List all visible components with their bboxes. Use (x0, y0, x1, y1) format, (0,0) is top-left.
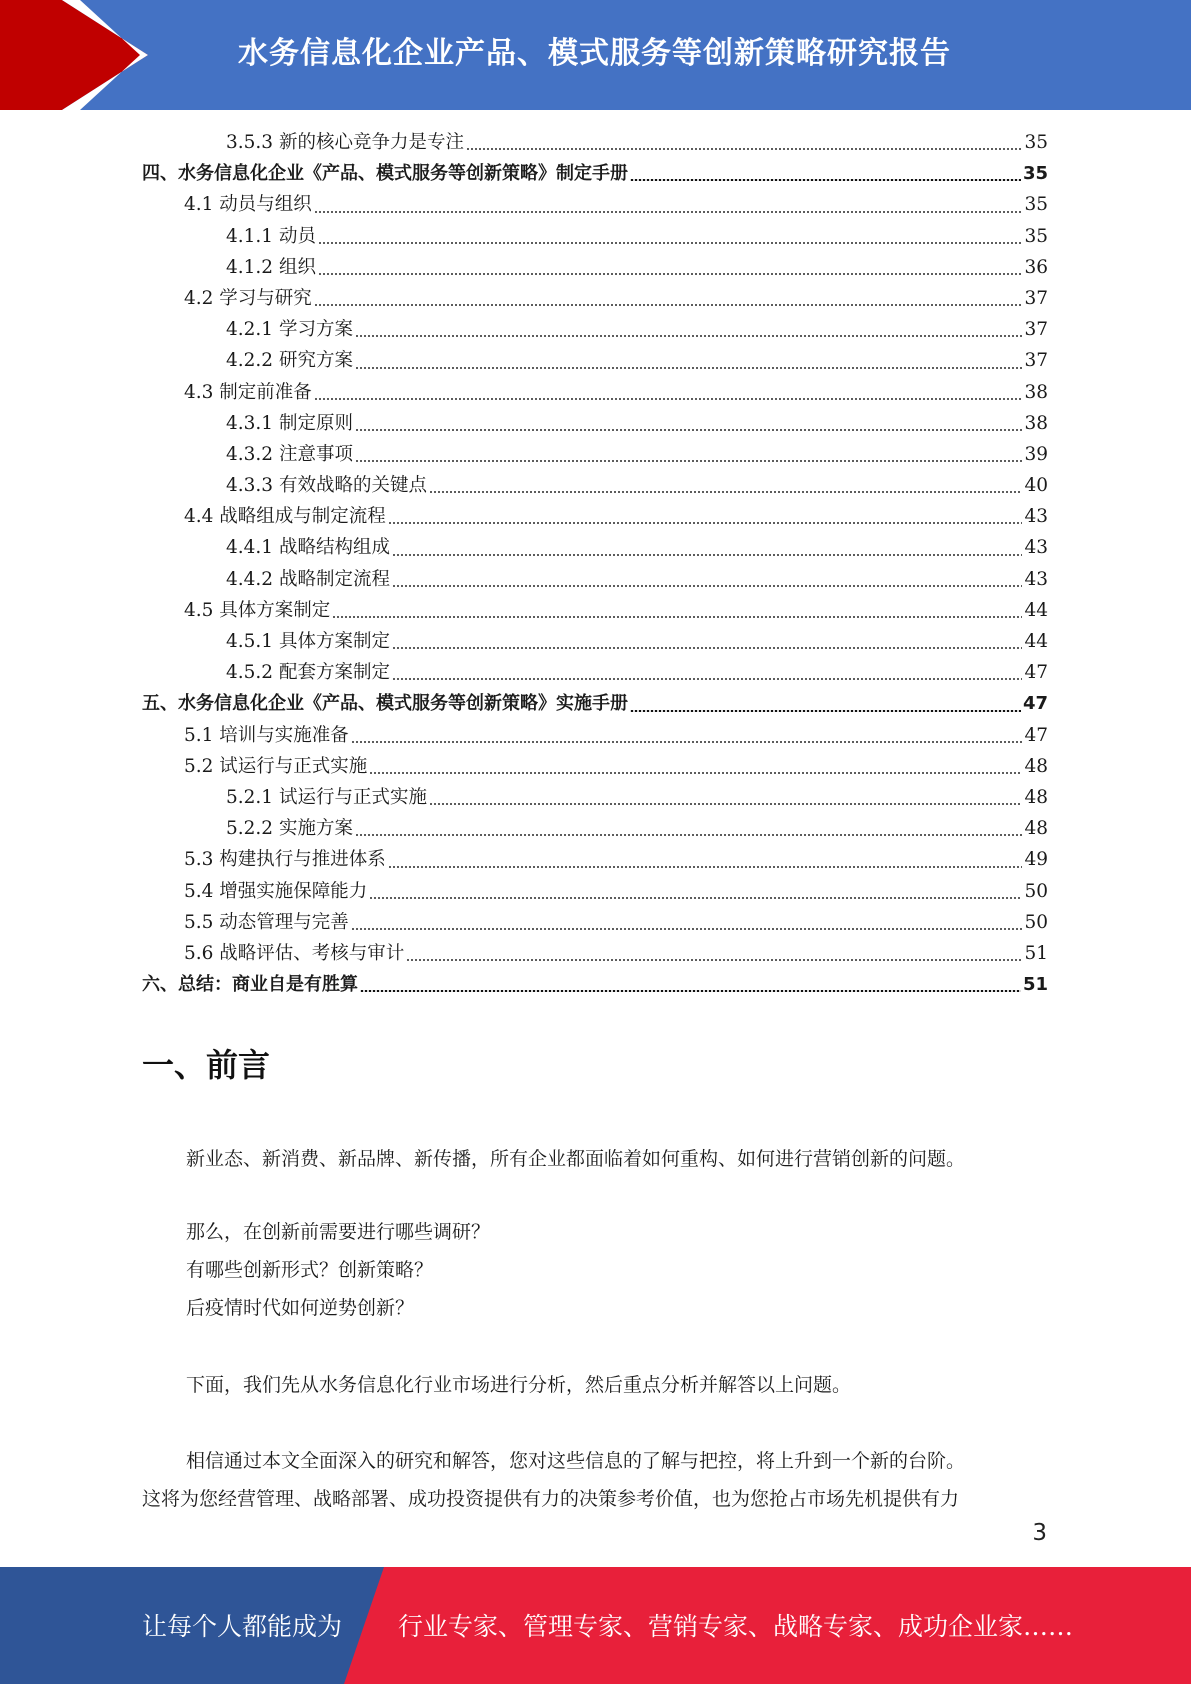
toc-entry-label: 4.2.2 研究方案 (226, 350, 353, 372)
question-list (142, 1213, 1048, 1327)
toc-entry-page: 47 (1024, 724, 1048, 746)
toc-entry-page: 48 (1024, 786, 1048, 808)
toc-entry-label: 4.2.1 学习方案 (226, 319, 353, 341)
toc-entry[interactable] (142, 626, 1048, 657)
toc-dot-leader (392, 554, 1022, 556)
toc-dot-leader (355, 367, 1023, 369)
footer-slogan-left: 让每个人都能成为 (142, 1612, 343, 1641)
analysis-paragraph: 下面，我们先从水务信息化行业市场进行分析，然后重点分析并解答以上问题。 (186, 1374, 852, 1396)
toc-dot-leader (314, 211, 1023, 213)
toc-entry[interactable] (142, 532, 1048, 563)
toc-dot-leader (429, 491, 1022, 493)
toc-entry-label: 六、总结：商业自是有胜算 (142, 974, 358, 996)
toc-entry-page: 50 (1024, 880, 1048, 902)
toc-entry-label: 5.3 构建执行与推进体系 (184, 849, 386, 871)
toc-dot-leader (360, 990, 1021, 992)
toc-entry[interactable] (142, 189, 1048, 220)
closing-line-1: 相信通过本文全面深入的研究和解答，您对这些信息的了解与把控，将上升到一个新的台阶。 (186, 1450, 966, 1472)
toc-entry[interactable] (142, 657, 1048, 688)
toc-entry-page: 49 (1024, 849, 1048, 871)
toc-dot-leader (355, 335, 1023, 337)
toc-entry-page: 51 (1024, 942, 1048, 964)
toc-entry-label: 5.4 增强实施保障能力 (184, 880, 368, 902)
footer-slogan-right: 行业专家、管理专家、营销专家、战略专家、成功企业家…… (398, 1612, 1074, 1641)
toc-entry[interactable] (142, 907, 1048, 938)
toc-entry-page: 37 (1024, 350, 1048, 372)
intro-paragraph: 新业态、新消费、新品牌、新传播，所有企业都面临着如何重构、如何进行营销创新的问题。 (186, 1148, 966, 1170)
header-title: 水务信息化企业产品、模式服务等创新策略研究报告 (238, 36, 951, 71)
toc-entry[interactable] (142, 813, 1048, 844)
toc-entry-page: 44 (1024, 631, 1048, 652)
toc-entry[interactable] (142, 501, 1048, 532)
toc-entry-label: 5.2.2 实施方案 (226, 818, 353, 840)
toc-entry-page: 48 (1024, 818, 1048, 840)
toc-dot-leader (351, 741, 1023, 743)
toc-entry-page: 40 (1024, 475, 1048, 497)
toc-entry-page: 36 (1024, 256, 1048, 278)
toc-entry[interactable] (142, 844, 1048, 875)
toc-entry[interactable] (142, 221, 1048, 252)
toc-entry[interactable] (142, 720, 1048, 751)
toc-entry-page: 38 (1024, 381, 1048, 403)
toc-entry-label: 四、水务信息化企业《产品、模式服务等创新策略》制定手册 (142, 163, 628, 185)
toc-entry-label: 4.3.1 制定原则 (226, 412, 353, 434)
page-number: 3 (1032, 1520, 1047, 1546)
toc-entry-label: 4.1 动员与组织 (184, 194, 312, 216)
page-footer (0, 1567, 1191, 1684)
toc-entry-page: 50 (1024, 911, 1048, 933)
toc-entry-label: 5.2.1 试运行与正式实施 (226, 786, 427, 808)
toc-dot-leader (355, 429, 1023, 431)
toc-entry-page: 47 (1024, 662, 1048, 684)
toc-dot-leader (314, 304, 1023, 306)
toc-dot-leader (351, 928, 1023, 930)
toc-entry-page: 35 (1022, 163, 1048, 185)
toc-entry[interactable] (142, 314, 1048, 345)
toc-entry[interactable] (142, 564, 1048, 595)
toc-dot-leader (314, 398, 1023, 400)
toc-dot-leader (630, 710, 1021, 712)
toc-dot-leader (406, 959, 1022, 961)
toc-dot-leader (355, 834, 1023, 836)
toc-entry[interactable] (142, 876, 1048, 907)
toc-dot-leader (318, 273, 1023, 275)
toc-dot-leader (388, 522, 1023, 524)
toc-entry-page: 47 (1022, 693, 1048, 715)
toc-entry[interactable] (142, 345, 1048, 376)
toc-entry-label: 3.5.3 新的核心竞争力是专注 (226, 132, 464, 153)
toc-dot-leader (630, 179, 1021, 181)
toc-dot-leader (392, 585, 1022, 587)
toc-entry-label: 4.5.1 具体方案制定 (226, 631, 390, 652)
toc-entry[interactable] (142, 595, 1048, 626)
toc-entry-label: 4.5 具体方案制定 (184, 599, 331, 621)
toc-entry-page: 35 (1024, 132, 1048, 153)
toc-entry-label: 5.6 战略评估、考核与审计 (184, 942, 405, 964)
toc-entry[interactable] (142, 252, 1048, 283)
toc-entry-label: 5.1 培训与实施准备 (184, 724, 349, 746)
toc-entry-page: 43 (1024, 537, 1048, 559)
toc-entry-page: 43 (1024, 568, 1048, 590)
header-arrow-decoration (0, 0, 160, 110)
toc-entry[interactable] (142, 127, 1048, 158)
toc-entry-page: 38 (1024, 412, 1048, 434)
toc-entry-label: 4.3.2 注意事项 (226, 443, 353, 465)
toc-entry[interactable] (142, 751, 1048, 782)
toc-entry-page: 48 (1024, 755, 1048, 777)
toc-entry-page: 37 (1024, 319, 1048, 341)
table-of-contents (142, 127, 1048, 1000)
toc-entry[interactable] (142, 969, 1048, 1000)
toc-dot-leader (369, 772, 1022, 774)
toc-dot-leader (369, 897, 1022, 899)
toc-entry-page: 37 (1024, 287, 1048, 309)
toc-entry[interactable] (142, 377, 1048, 408)
toc-entry-label: 五、水务信息化企业《产品、模式服务等创新策略》实施手册 (142, 693, 628, 715)
toc-entry-page: 35 (1024, 225, 1048, 247)
toc-entry-label: 5.5 动态管理与完善 (184, 911, 349, 933)
toc-entry[interactable] (142, 470, 1048, 501)
toc-entry-label: 4.1.2 组织 (226, 256, 316, 278)
closing-paragraph (142, 1442, 1048, 1518)
toc-dot-leader (392, 678, 1022, 680)
toc-entry[interactable] (142, 408, 1048, 439)
toc-entry-label: 4.5.2 配套方案制定 (226, 662, 390, 684)
toc-entry[interactable] (142, 439, 1048, 470)
toc-entry-label: 4.4.2 战略制定流程 (226, 568, 390, 590)
toc-entry-label: 4.2 学习与研究 (184, 287, 312, 309)
section-title: 一、前言 (142, 1046, 271, 1084)
toc-entry[interactable] (142, 688, 1048, 719)
toc-dot-leader (466, 148, 1022, 150)
toc-entry-page: 35 (1024, 194, 1048, 216)
closing-line-2: 这将为您经营管理、战略部署、成功投资提供有力的决策参考价值，也为您抢占市场先机提供有力 (142, 1488, 960, 1510)
toc-dot-leader (332, 616, 1022, 618)
toc-entry-label: 5.2 试运行与正式实施 (184, 755, 368, 777)
toc-entry[interactable] (142, 158, 1048, 189)
toc-dot-leader (318, 242, 1023, 244)
toc-entry-label: 4.3.3 有效战略的关键点 (226, 475, 427, 497)
toc-dot-leader (429, 803, 1022, 805)
question-1: 那么，在创新前需要进行哪些调研？ (186, 1221, 491, 1243)
question-3: 后疫情时代如何逆势创新？ (186, 1297, 415, 1319)
toc-entry-page: 51 (1022, 974, 1048, 996)
toc-entry-page: 43 (1024, 506, 1048, 528)
toc-entry-label: 4.3 制定前准备 (184, 381, 312, 403)
toc-entry[interactable] (142, 283, 1048, 314)
toc-dot-leader (392, 647, 1022, 649)
toc-entry[interactable] (142, 938, 1048, 969)
toc-dot-leader (388, 866, 1023, 868)
toc-entry-page: 39 (1024, 443, 1048, 465)
toc-entry-page: 44 (1024, 599, 1048, 621)
toc-entry-label: 4.4 战略组成与制定流程 (184, 506, 386, 528)
toc-entry-label: 4.4.1 战略结构组成 (226, 537, 390, 559)
toc-dot-leader (355, 460, 1023, 462)
toc-entry[interactable] (142, 782, 1048, 813)
toc-entry-label: 4.1.1 动员 (226, 225, 316, 247)
page-header (0, 0, 1191, 110)
question-2: 有哪些创新形式？创新策略？ (186, 1259, 434, 1281)
